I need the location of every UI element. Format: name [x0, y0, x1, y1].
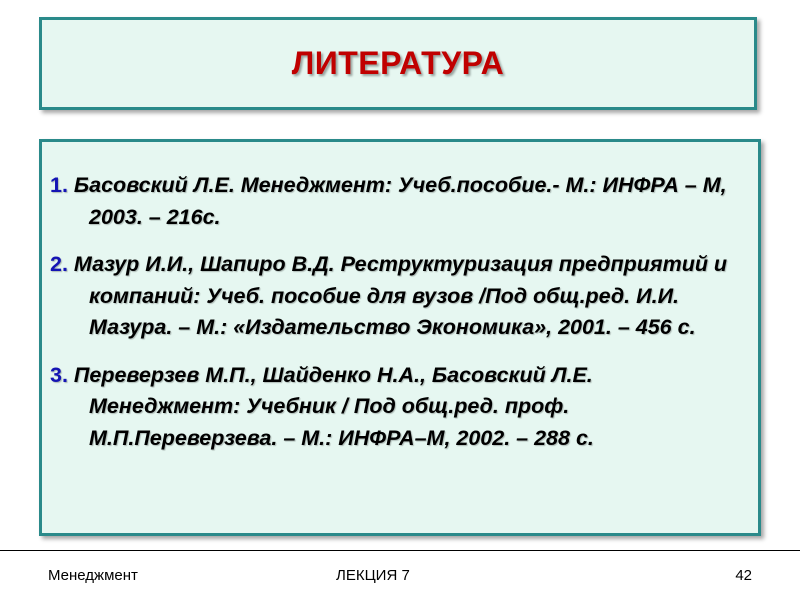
footer-lecture-label: ЛЕКЦИЯ 7 [336, 567, 410, 584]
reference-item-2 [50, 249, 750, 344]
footer-divider [0, 550, 800, 551]
slide-title: ЛИТЕРАТУРА [291, 45, 505, 81]
footer-course-name: Менеджмент [48, 567, 138, 584]
footer-page-number: 42 [735, 567, 752, 584]
reference-number-1: 1. [50, 173, 68, 197]
reference-text-3: Переверзев М.П., Шайденко Н.А., Басовский Л.Е. Менеджмент: Учебник / Под общ.ред. проф. М.П.Переверзева. – М.: ИНФРА–М, 2002. – 288 с. [73, 362, 594, 450]
reference-text-2: Мазур И.И., Шапиро В.Д. Реструктуризация предприятий и компаний: Учеб. пособие для вузов /Под общ.ред. И.И. Мазура. – М.: «Издательство Экономика», 2001. – 456 с. [73, 252, 728, 339]
reference-item-3 [50, 360, 750, 455]
references-box [39, 139, 761, 536]
reference-number-2: 2. [50, 252, 68, 276]
title-box [39, 17, 757, 110]
reference-text-1: Басовский Л.Е. Менеджмент: Учеб.пособие.- М.: ИНФРА – М, 2003. – 216с. [73, 173, 727, 229]
reference-number-3: 3. [50, 362, 68, 387]
reference-item-1 [50, 170, 750, 233]
